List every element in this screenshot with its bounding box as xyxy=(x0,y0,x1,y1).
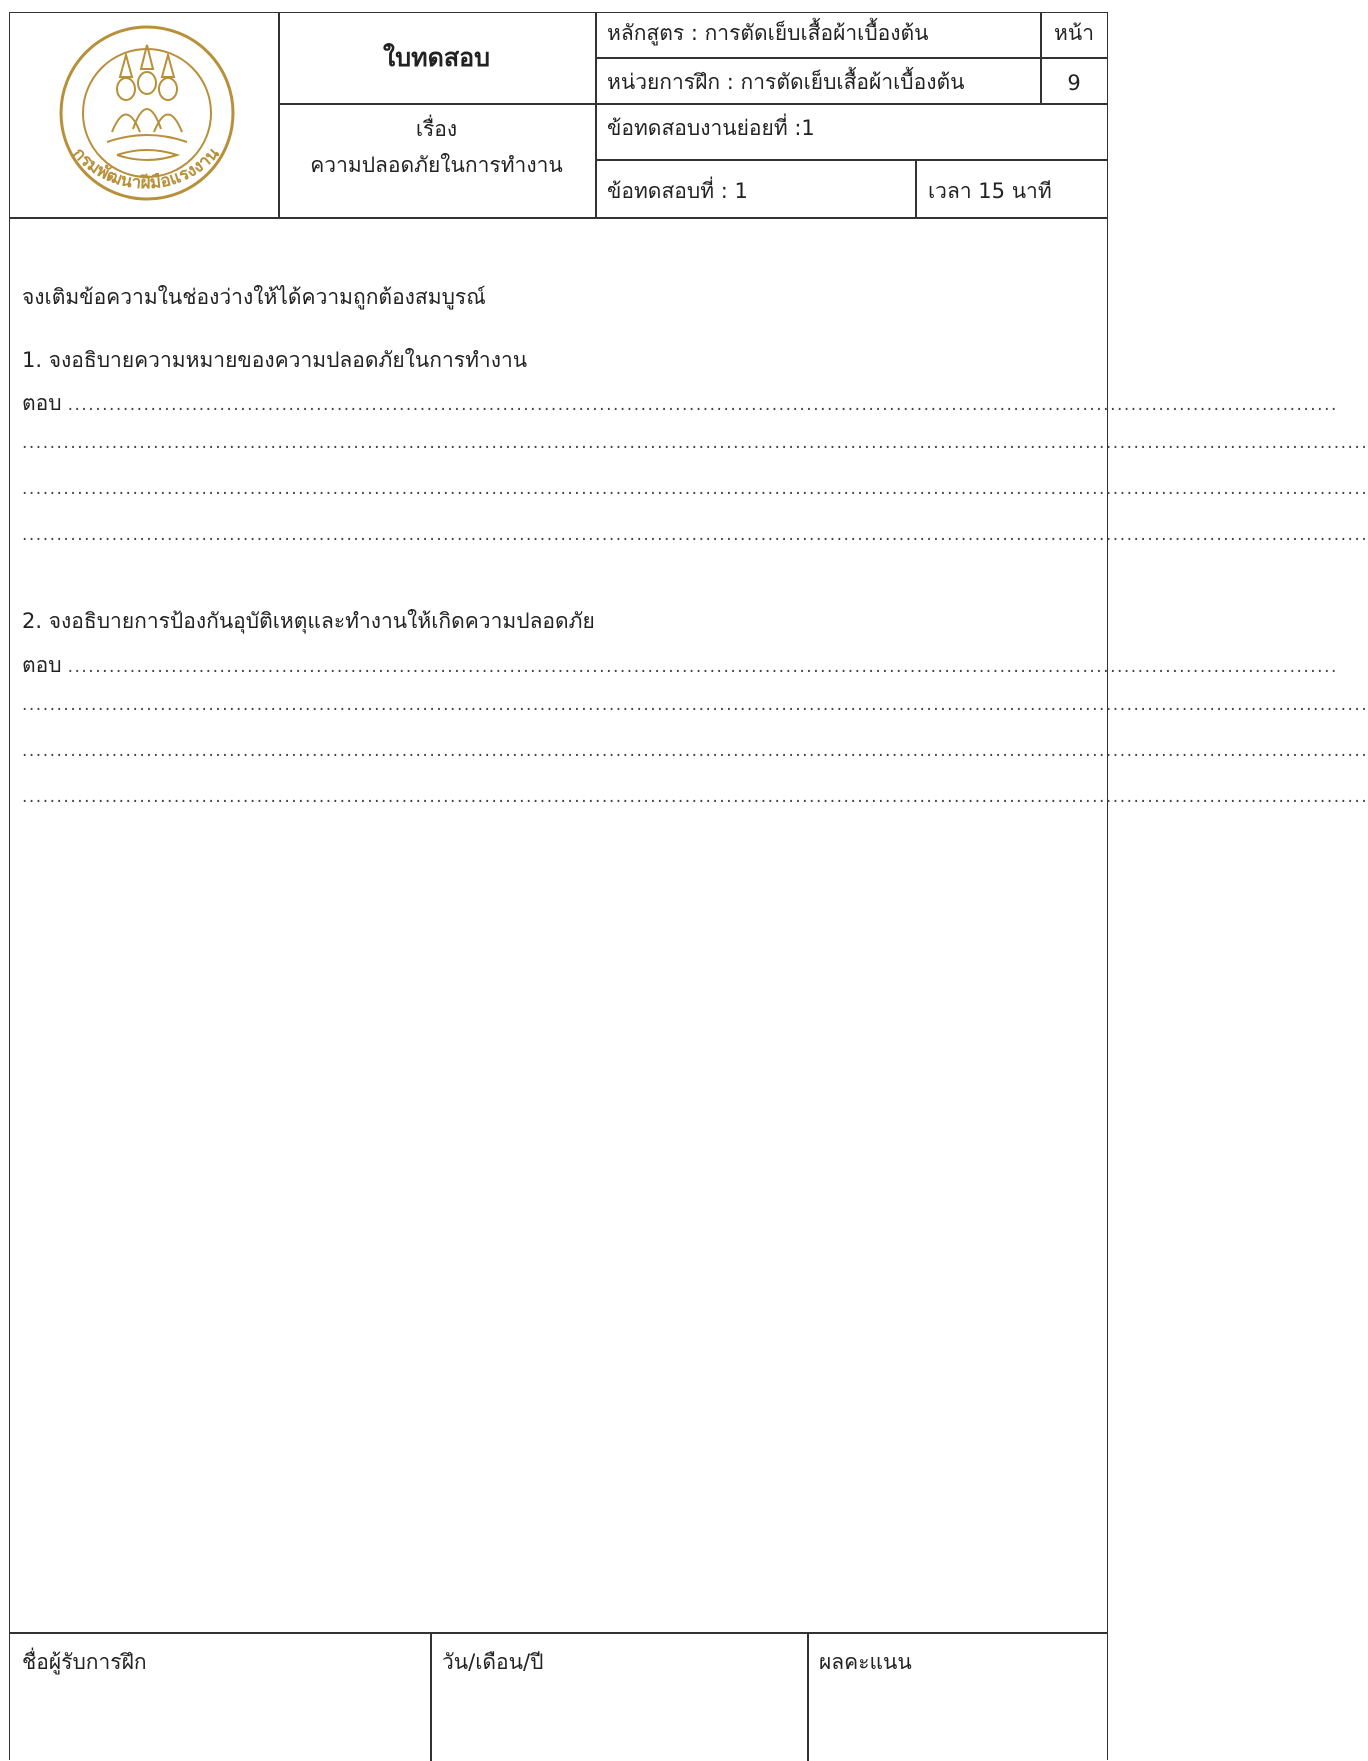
document-title: ใบทดสอบ xyxy=(383,43,490,72)
score-field[interactable]: ผลคะแนน xyxy=(819,1650,912,1674)
page-label: หน้า xyxy=(1054,21,1094,45)
answer-line[interactable]: ................................................................................................................................................................................................... xyxy=(22,433,1368,453)
date-field[interactable]: วัน/เดือน/ปี xyxy=(442,1650,544,1674)
answer-line[interactable]: ................................................................................................................................................................................................... xyxy=(22,741,1368,761)
answer-label: ตอบ xyxy=(22,391,62,415)
answer-line[interactable]: ................................................................................................................................................................................................... xyxy=(22,479,1368,499)
instruction-text: จงเติมข้อความในช่องว่างให้ได้ความถูกต้องสมบูรณ์ xyxy=(22,285,486,309)
question-2: 2. จงอธิบายการป้องกันอุบัติเหตุและทำงานให้เกิดความปลอดภัย xyxy=(22,609,595,633)
test-sheet xyxy=(9,12,1368,1760)
answer-line[interactable]: ................................................................................................................................................................................................... xyxy=(22,695,1368,715)
header-table xyxy=(10,13,1108,218)
trainee-name-field[interactable]: ชื่อผู้รับการฝึก xyxy=(22,1650,147,1674)
department-seal-logo xyxy=(22,17,267,207)
time-limit: เวลา 15 นาที xyxy=(928,179,1052,203)
question-1: 1. จงอธิบายความหมายของความปลอดภัยในการทำงาน xyxy=(22,348,528,372)
test-number: ข้อทดสอบที่ : 1 xyxy=(607,179,748,203)
answer-line[interactable]: ตอบ ........................................................................................................................................................................................ xyxy=(22,653,1338,677)
subject-title: ความปลอดภัยในการทำงาน xyxy=(310,153,563,177)
answer-line[interactable]: ................................................................................................................................................................................................... xyxy=(22,525,1368,545)
subtask-number: ข้อทดสอบงานย่อยที่ :1 xyxy=(607,116,815,140)
footer-table xyxy=(10,1632,1108,1761)
course-name: หลักสูตร : การตัดเย็บเสื้อผ้าเบื้องต้น xyxy=(607,21,929,45)
answer-line[interactable]: ................................................................................................................................................................................................... xyxy=(22,787,1368,807)
page-number: 9 xyxy=(1067,71,1081,95)
svg-text:กรมพัฒนาฝีมือแรงงาน: กรมพัฒนาฝีมือแรงงาน xyxy=(68,143,224,194)
subject-label: เรื่อง xyxy=(415,117,458,141)
answer-label: ตอบ xyxy=(22,653,62,677)
answer-line[interactable]: ตอบ ........................................................................................................................................................................................ xyxy=(22,391,1338,415)
training-unit: หน่วยการฝึก : การตัดเย็บเสื้อผ้าเบื้องต้น xyxy=(607,70,965,94)
